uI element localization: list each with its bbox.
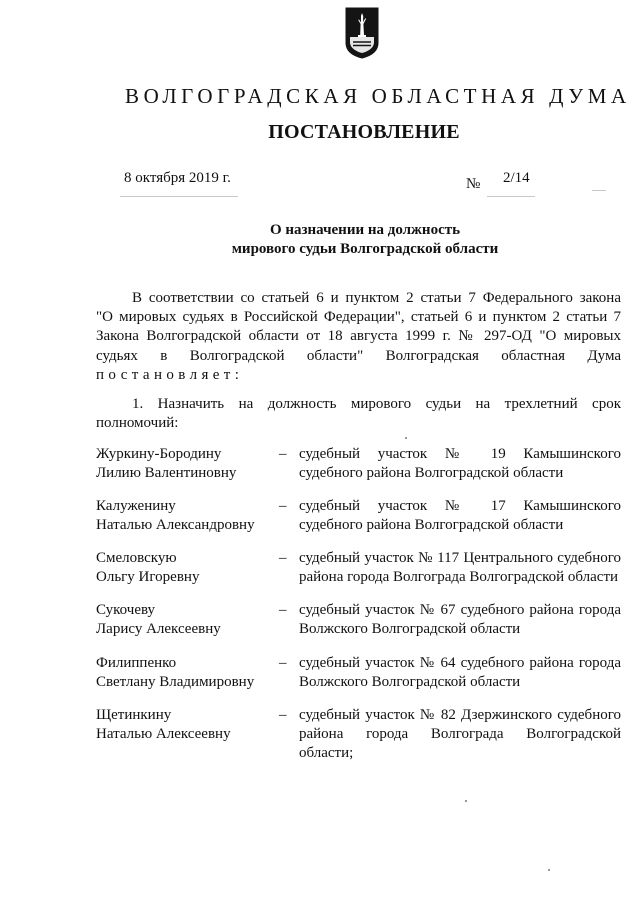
paragraph-line: постановляет: bbox=[96, 366, 244, 383]
appointee-surname: Журкину-Бородину bbox=[96, 446, 222, 462]
paragraph-line: 1. Назначить на должность мирового судьи на трехлетний срок bbox=[132, 396, 621, 412]
scan-speck bbox=[548, 869, 550, 871]
appointee-given-names: Наталью Александровну bbox=[96, 517, 255, 533]
district-line: судебный участок № 19 Камышинского bbox=[299, 446, 621, 462]
district-line: Волжского Волгоградской области bbox=[299, 621, 521, 637]
entry-dash: – bbox=[279, 550, 287, 566]
appointee-given-names: Ольгу Игоревну bbox=[96, 569, 200, 585]
coat-of-arms-emblem bbox=[345, 7, 379, 59]
entry-dash: – bbox=[279, 498, 287, 514]
scan-artifact bbox=[592, 190, 606, 191]
scan-speck bbox=[405, 437, 407, 439]
court-district bbox=[299, 549, 621, 587]
district-line: области; bbox=[299, 745, 354, 761]
subject-line: мирового судьи Волгоградской области bbox=[231, 241, 499, 257]
district-line: района города Волгограда Волгоградской области bbox=[299, 569, 619, 585]
district-line: судебный участок № 82 Дзержинского судебного bbox=[299, 707, 621, 723]
entry-dash: – bbox=[279, 707, 287, 723]
appointee-given-names: Светлану Владимировну bbox=[96, 674, 255, 690]
court-district bbox=[299, 601, 621, 639]
court-district bbox=[299, 445, 621, 483]
appointee-given-names: Лилию Валентиновну bbox=[96, 465, 237, 481]
paragraph-line: "О мировых судьях в Российской Федерации", статьей 6 и пунктом 2 статьи 7 bbox=[96, 309, 621, 326]
appointee-name bbox=[96, 706, 276, 744]
scan-artifact bbox=[487, 196, 535, 197]
document-date: 8 октября 2019 г. bbox=[124, 170, 231, 186]
appointee-surname: Филиппенко bbox=[96, 655, 177, 671]
district-line: судебный участок № 67 судебного района города bbox=[299, 602, 621, 618]
paragraph-line: судьях в Волгоградской области" Волгоградская областная Дума bbox=[96, 347, 621, 364]
district-line: Волжского Волгоградской области bbox=[299, 674, 521, 690]
appointee-name bbox=[96, 549, 276, 587]
appointee-surname: Сукочеву bbox=[96, 602, 156, 618]
entry-dash: – bbox=[279, 655, 287, 671]
organization-name: ВОЛГОГРАДСКАЯ ОБЛАСТНАЯ ДУМА bbox=[125, 84, 631, 108]
document-number-label: № bbox=[466, 176, 481, 192]
paragraph-line: В соответствии со статьей 6 и пунктом 2 статьи 7 Федерального закона bbox=[132, 290, 621, 306]
district-line: судебный участок № 117 Центрального судебного bbox=[299, 550, 621, 566]
district-line: судебного района Волгоградской области bbox=[299, 517, 564, 533]
preamble-paragraph bbox=[96, 289, 621, 385]
appointee-given-names: Наталью Алексеевну bbox=[96, 726, 231, 742]
paragraph-line: полномочий: bbox=[96, 415, 179, 432]
appointee-name bbox=[96, 497, 276, 535]
district-line: судебный участок № 17 Камышинского bbox=[299, 498, 621, 514]
appointee-given-names: Ларису Алексеевну bbox=[96, 621, 221, 637]
document-number: 2/14 bbox=[503, 170, 530, 186]
document-type-title: ПОСТАНОВЛЕНИЕ bbox=[268, 121, 460, 143]
subject-line: О назначении на должность bbox=[269, 222, 461, 238]
entry-dash: – bbox=[279, 446, 287, 462]
district-line: района города Волгограда Волгоградской bbox=[299, 726, 621, 742]
scan-speck bbox=[465, 800, 467, 802]
document-subject bbox=[140, 221, 590, 259]
appointee-name bbox=[96, 445, 276, 483]
court-district bbox=[299, 654, 621, 692]
scan-artifact bbox=[120, 196, 238, 197]
entry-dash: – bbox=[279, 602, 287, 618]
paragraph-line: Закона Волгоградской области от 18 августа 1999 г. № 297-ОД "О мировых bbox=[96, 328, 621, 345]
appointee-name bbox=[96, 601, 276, 639]
court-district bbox=[299, 706, 621, 763]
district-line: судебный участок № 64 судебного района города bbox=[299, 655, 621, 671]
district-line: судебного района Волгоградской области bbox=[299, 465, 564, 481]
appointee-surname: Калуженину bbox=[96, 498, 176, 514]
court-district bbox=[299, 497, 621, 535]
item-1-paragraph bbox=[96, 395, 621, 433]
appointee-surname: Щетинкину bbox=[96, 707, 172, 723]
appointee-surname: Смеловскую bbox=[96, 550, 177, 566]
appointee-name bbox=[96, 654, 276, 692]
